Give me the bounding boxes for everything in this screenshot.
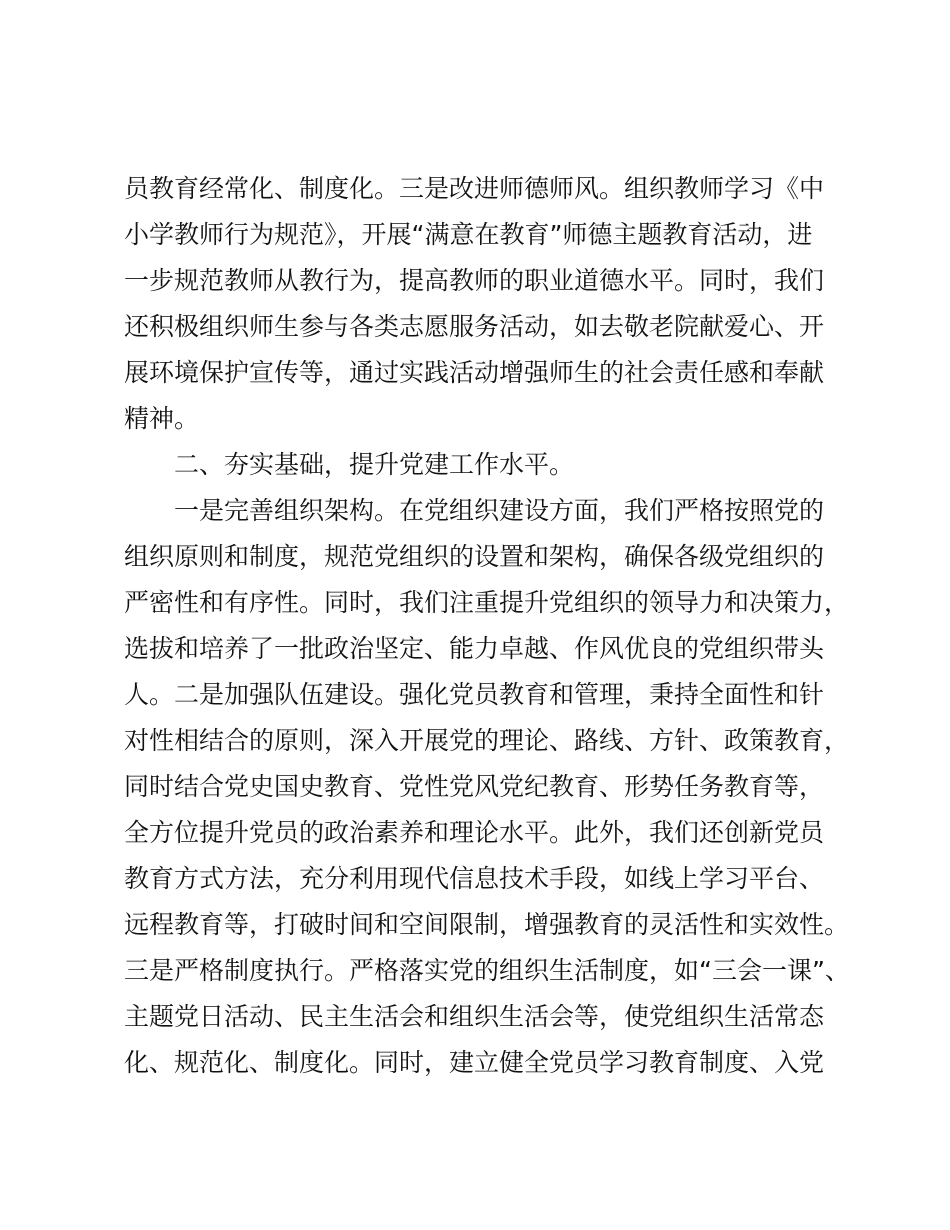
text-line: 远程教育等，打破时间和空间限制，增强教育的灵活性和实效性。 [124,910,850,939]
section-heading: 二、夯实基础，提升党建工作水平。 [124,450,575,479]
text-line: 三是严格制度执行。严格落实党的组织生活制度，如“三会一课”、 [124,956,850,985]
text-line: 一步规范教师从教行为，提高教师的职业道德水平。同时，我们 [124,266,825,295]
text-line: 展环境保护宣传等，通过实践活动增强师生的社会责任感和奉献 [124,358,825,387]
text-line: 选拔和培养了一批政治坚定、能力卓越、作风优良的党组织带头 [124,634,825,663]
text-line: 组织原则和制度，规范党组织的设置和架构，确保各级党组织的 [124,542,825,571]
text-line: 同时结合党史国史教育、党性党风党纪教育、形势任务教育等， [124,772,825,801]
text-line: 员教育经常化、制度化。三是改进师德师风。组织教师学习《中 [124,174,825,203]
text-line: 精神。 [124,404,200,433]
text-line: 一是完善组织架构。在党组织建设方面，我们严格按照党的 [124,496,825,525]
body-text [124,166,924,1086]
text-line: 对性相结合的原则，深入开展党的理论、路线、方针、政策教育， [124,726,850,755]
text-line: 化、规范化、制度化。同时，建立健全党员学习教育制度、入党 [124,1048,825,1077]
text-line: 教育方式方法，充分利用现代信息技术手段，如线上学习平台、 [124,864,825,893]
text-line: 还积极组织师生参与各类志愿服务活动，如去敬老院献爱心、开 [124,312,825,341]
text-line: 人。二是加强队伍建设。强化党员教育和管理，秉持全面性和针 [124,680,825,709]
text-line: 全方位提升党员的政治素养和理论水平。此外，我们还创新党员 [124,818,825,847]
text-line: 严密性和有序性。同时，我们注重提升党组织的领导力和决策力， [124,588,850,617]
text-line: 主题党日活动、民主生活会和组织生活会等，使党组织生活常态 [124,1002,825,1031]
text-line: 小学教师行为规范》，开展“满意在教育”师德主题教育活动，进 [124,220,813,249]
